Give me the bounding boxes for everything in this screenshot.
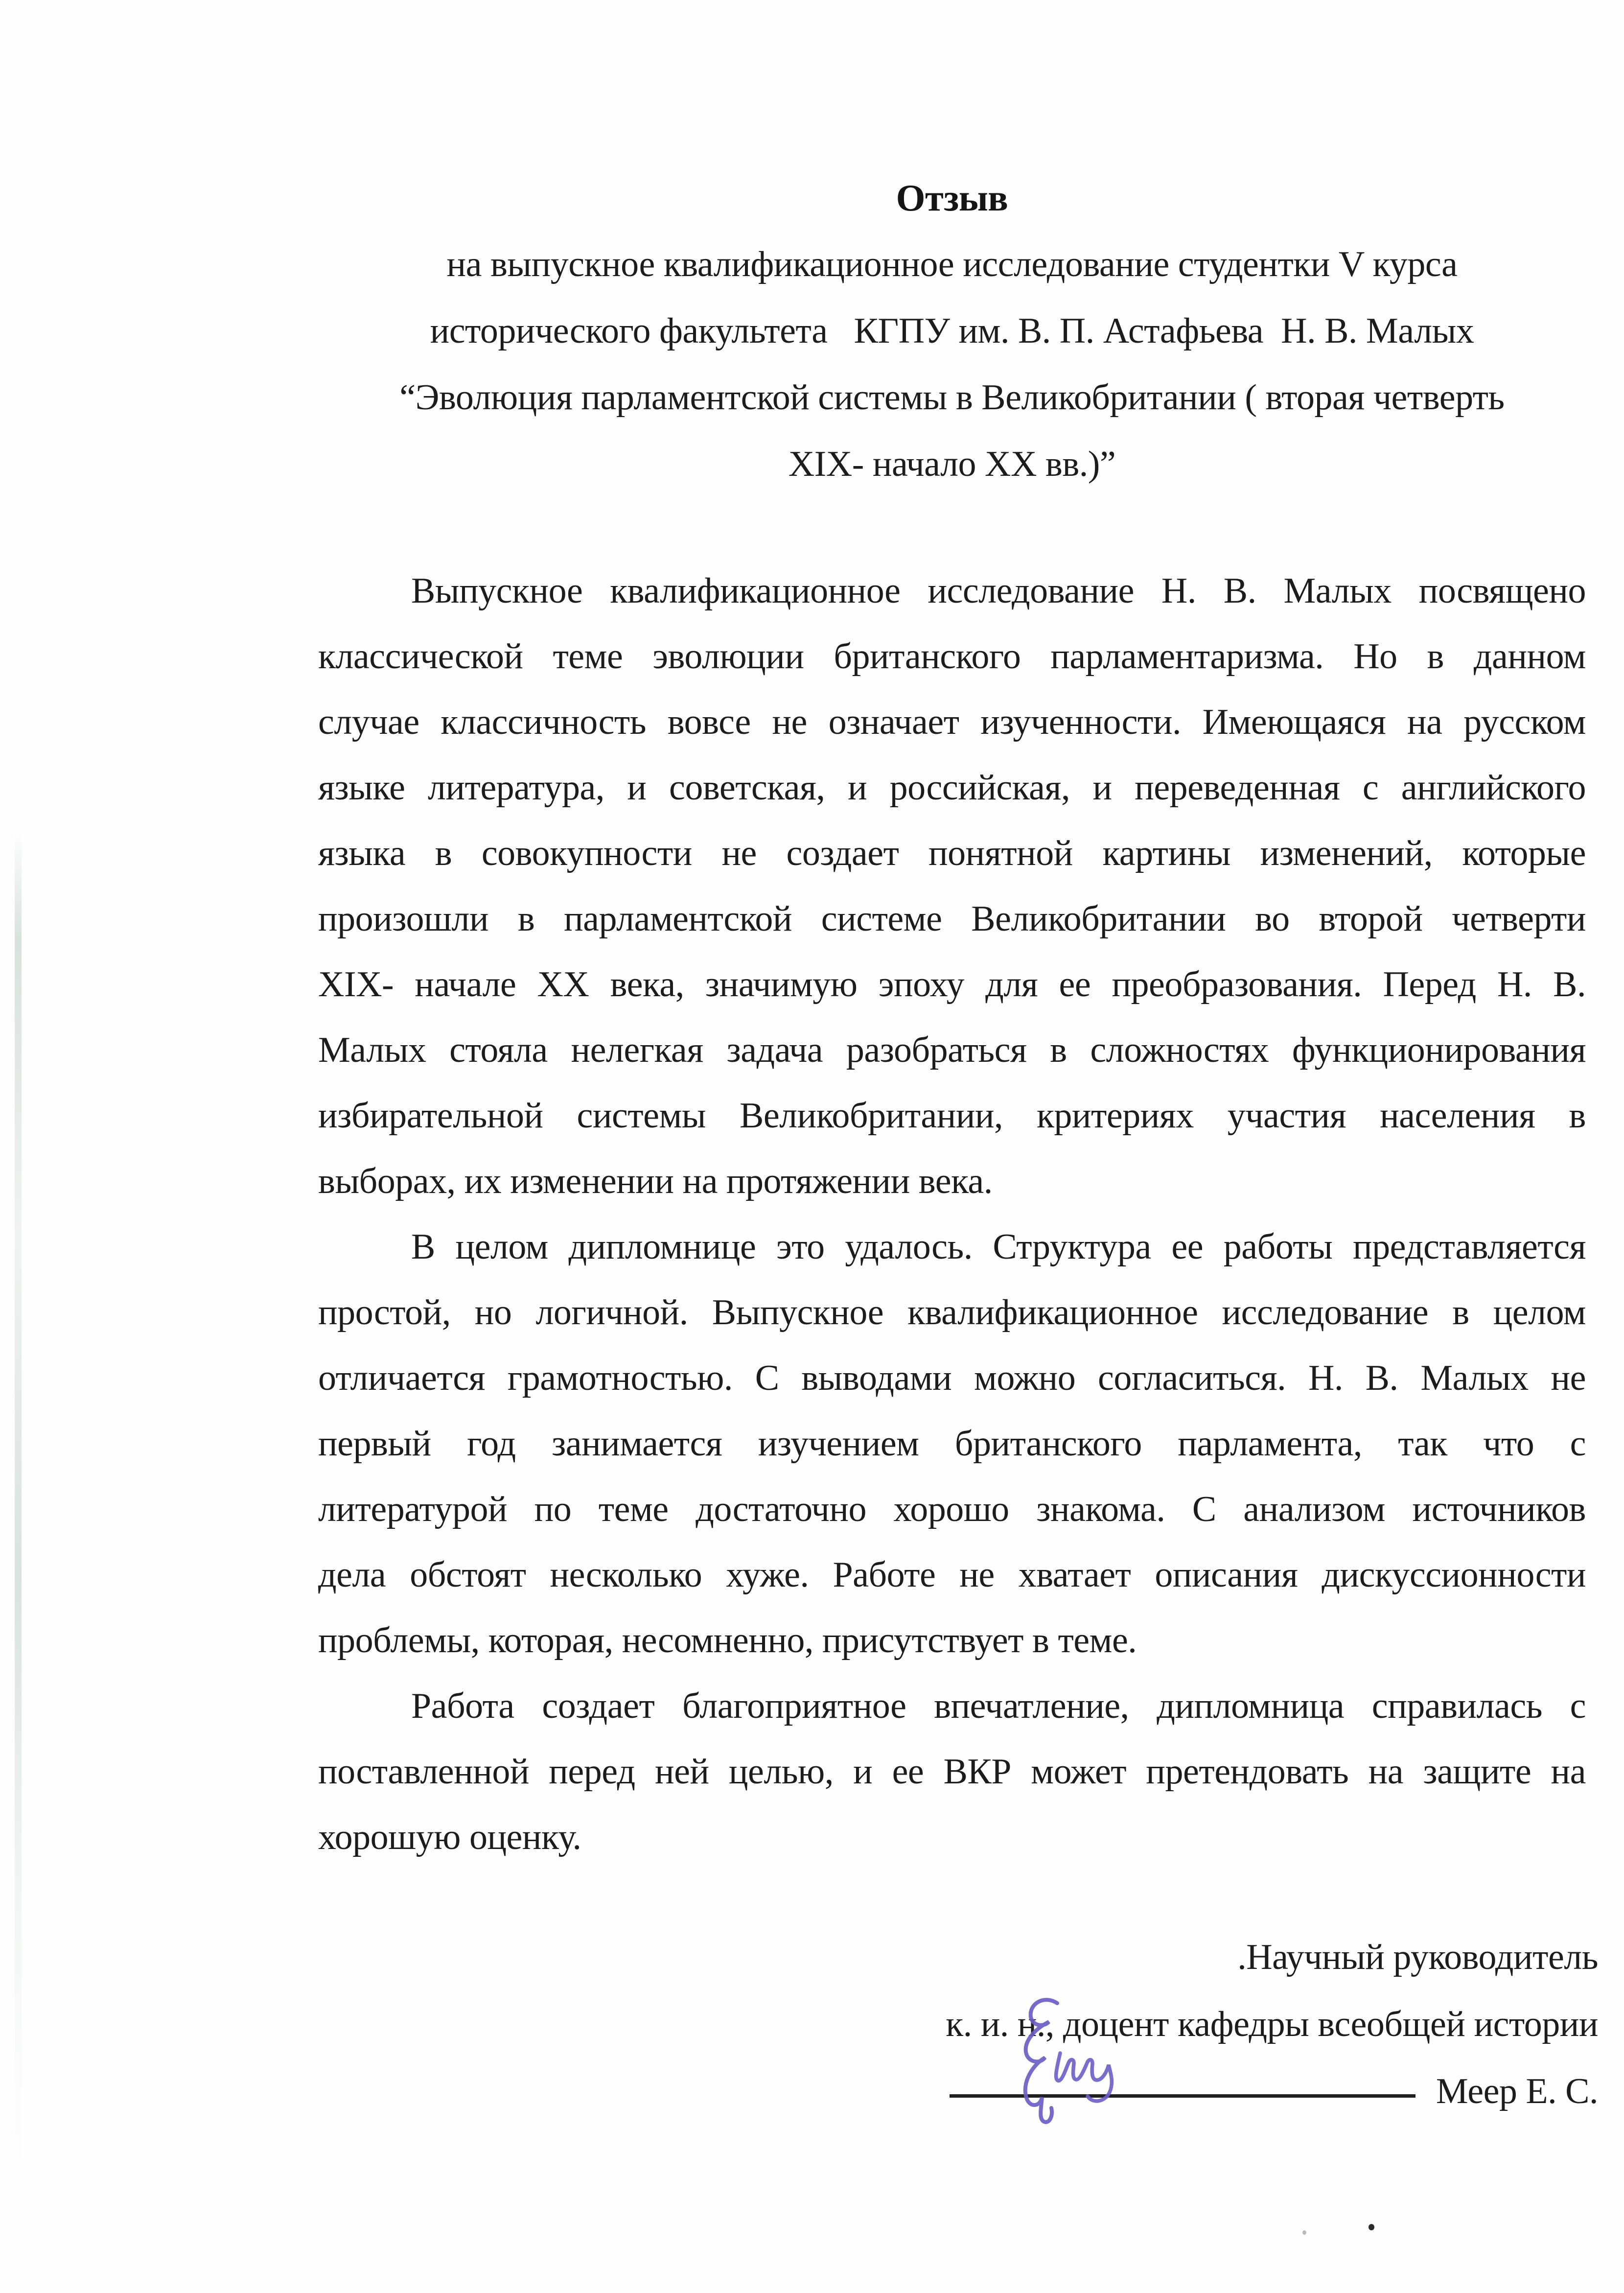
scan-speck [1369,2224,1374,2230]
body-line: Работа создает благоприятное впечатление, дипломница справилась с [411,1686,1586,1726]
body-line: проблемы, которая, несомненно, присутствует в теме. [318,1620,1137,1661]
body-line: языка в совокупности не создает понятной картины изменений, которые [318,833,1586,873]
body-line: выборах, их изменении на протяжении века. [318,1161,993,1201]
document-title: Отзыв [896,177,1008,219]
title-block [318,164,1586,497]
scan-artifact-streak [15,832,22,2183]
title-line: “Эволюция парламентской системы в Великобритании ( вторая четверть [399,377,1505,418]
signature-block [318,1924,1598,2125]
body-line: классической теме эволюции британского парламентаризма. Но в данном [318,636,1586,677]
body-line: случае классичность вовсе не означает изученности. Имеющаяся на русском [318,702,1586,742]
body-line: XIX- начале XX века, значимую эпоху для ее преобразования. Перед Н. В. [318,964,1586,1005]
title-line: XIX- начало XX вв.)” [788,444,1116,484]
body-line: Выпускное квалификационное исследование Н. В. Малых посвящено [411,571,1586,611]
body-line: простой, но логичной. Выпускное квалификационное исследование в целом [318,1292,1586,1333]
body-line: избирательной системы Великобритании, критериях участия населения в [318,1096,1586,1136]
body-line: поставленной перед ней целью, и ее ВКР может претендовать на защите на [318,1752,1586,1792]
title-line: на выпускное квалификационное исследование студентки V курса [446,244,1458,284]
handwritten-signature-icon [984,1992,1131,2139]
title-line: исторического факультета КГПУ им. В. П. Астафьева Н. В. Малых [430,311,1474,351]
body-line: хорошую оценку. [318,1817,581,1857]
body-line: произошли в парламентской системе Великобритании во второй четверти [318,899,1586,939]
signature-role-line: .Научный руководитель [1237,1937,1598,1977]
body-line: первый год занимается изучением британского парламента, так что с [318,1424,1586,1464]
scan-speck [1302,2230,1306,2235]
signature-name: Меер Е. С. [1436,2071,1598,2111]
body-line: литературой по теме достаточно хорошо знакома. С анализом источников [318,1489,1586,1529]
body-line: языке литература, и советская, и российская, и переведенная с английского [318,768,1586,808]
body-text [318,558,1586,1870]
body-line: Малых стояла нелегкая задача разобраться в сложностях функционирования [318,1030,1586,1070]
body-line: В целом дипломнице это удалось. Структура ее работы представляется [411,1227,1586,1267]
body-line: отличается грамотностью. С выводами можно согласиться. Н. В. Малых не [318,1358,1586,1398]
signature-role-line: к. и. н., доцент кафедры всеобщей истории [946,2004,1598,2044]
body-line: дела обстоят несколько хуже. Работе не хватает описания дискуссионности [318,1555,1586,1595]
